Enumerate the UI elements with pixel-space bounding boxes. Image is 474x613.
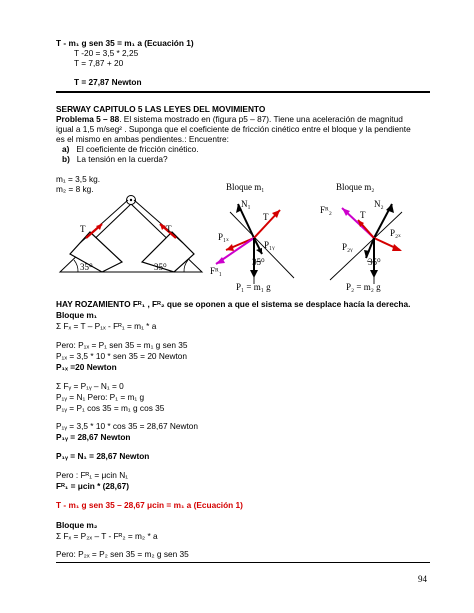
mass-2: m₂ = 8 kg.: [56, 184, 94, 194]
p1x-result: P₁ₓ =20 Newton: [56, 362, 117, 372]
t2-label: T: [360, 210, 366, 220]
angle-2-label: 35⁰: [368, 257, 381, 267]
bloque-2-heading: Bloque m₂: [56, 520, 98, 530]
p1y-label: P₁ᵧ: [264, 240, 275, 250]
p2x-label: P₂ₓ: [390, 228, 401, 238]
angle-1-label: 35⁰: [252, 257, 265, 267]
p2x-def: Pero: P₂ₓ = P₂ sen 35 = m₂ g sen 35: [56, 549, 189, 559]
fr1-label: Fᴿ₁: [210, 266, 222, 276]
incline-figure: [56, 190, 206, 276]
question-b: b) La tensión en la cuerda?: [62, 154, 168, 164]
p1-weight-label: P₁ = m₁ g: [236, 282, 271, 292]
p1y-def: P₁ᵧ = P₁ cos 35 = m₁ g cos 35: [56, 403, 165, 413]
free-body-diagram-block-1: [200, 176, 310, 294]
section-divider: [56, 91, 430, 93]
chapter-heading: SERWAY CAPITULO 5 LAS LEYES DEL MOVIMIENTO: [56, 104, 266, 114]
incline-angle-right-label: 35⁰: [154, 262, 167, 272]
fr2-label: Fᴿ₂: [320, 205, 332, 215]
fr1-result: Fᴿ₁ = μcin * (28,67): [56, 481, 129, 491]
problem-line-2: igual a 1,5 m/seg² . Suponga que el coeficiente de fricción cinético entre el bloque y la pendiente: [56, 124, 411, 134]
friction-heading: HAY ROZAMIENTO Fᴿ₁ , Fᴿ₂ que se oponen a que el sistema se desplace hacía la derecha.: [56, 299, 411, 309]
question-a: a) El coeficiente de fricción cinético.: [62, 144, 199, 154]
eq-top-2: T -20 = 3,5 * 2,25: [74, 48, 139, 58]
n1-label: N₁: [241, 199, 251, 209]
block-1-title: Bloque m₁: [226, 182, 265, 192]
incline-tension-right-label: T: [166, 224, 172, 234]
eq-top-3: T = 7,87 + 20: [74, 58, 124, 68]
incline-tension-left-label: T: [80, 224, 86, 234]
mass-1: m₁ = 3,5 kg.: [56, 174, 101, 184]
problem-line-3: es el mismo en ambas pendientes.: Encuentre:: [56, 134, 229, 144]
p1x-calc: P₁ₓ = 3,5 * 10 * sen 35 = 20 Newton: [56, 351, 187, 361]
page-number: 94: [418, 574, 427, 584]
footer-rule: [56, 562, 430, 563]
p1y-n1: P₁ᵧ = N₁ Pero: P₁ = m₁ g: [56, 392, 145, 402]
n2-label: N₂: [374, 199, 384, 209]
equation-1: T - m₁ g sen 35 – 28,67 μcin = m₁ a (Ecuación 1): [56, 500, 243, 510]
p2y-label: P₂ᵧ: [342, 242, 353, 252]
p1x-def: Pero: P₁ₓ = P₁ sen 35 = m₁ g sen 35: [56, 340, 188, 350]
sum-fx-1: Σ Fₓ = T – P₁ₓ - Fᴿ₁ = m₁ * a: [56, 321, 157, 331]
p1x-label: P₁ₓ: [218, 232, 229, 242]
fr1-def: Pero : Fᴿ₁ = μcin N₁: [56, 470, 128, 480]
t1-label: T: [263, 212, 269, 222]
eq-top-4: T = 27,87 Newton: [74, 77, 142, 87]
bloque-1-heading: Bloque m₁: [56, 310, 98, 320]
free-body-diagram-block-2: [310, 176, 420, 294]
n1-result: P₁ᵧ = N₁ = 28,67 Newton: [56, 451, 150, 461]
sum-fx-2: Σ Fₓ = P₂ₓ – T - Fᴿ₂ = m₂ * a: [56, 531, 158, 541]
incline-angle-left-label: 35⁰: [80, 262, 93, 272]
p1y-result: P₁ᵧ = 28,67 Newton: [56, 432, 131, 442]
problem-line-1: Problema 5 – 88. El sistema mostrado en (figura p5 – 87). Tiene una aceleración de magnitud: [56, 114, 403, 124]
eq-top-1: T - m₁ g sen 35 = m₁ a (Ecuación 1): [56, 38, 194, 48]
p2-weight-label: P₂ = m₂ g: [346, 282, 381, 292]
block-2-title: Bloque m₂: [336, 182, 375, 192]
sum-fy-1: Σ Fᵧ = P₁ᵧ – N₁ = 0: [56, 381, 124, 391]
p1y-calc: P₁ᵧ = 3,5 * 10 * cos 35 = 28,67 Newton: [56, 421, 198, 431]
